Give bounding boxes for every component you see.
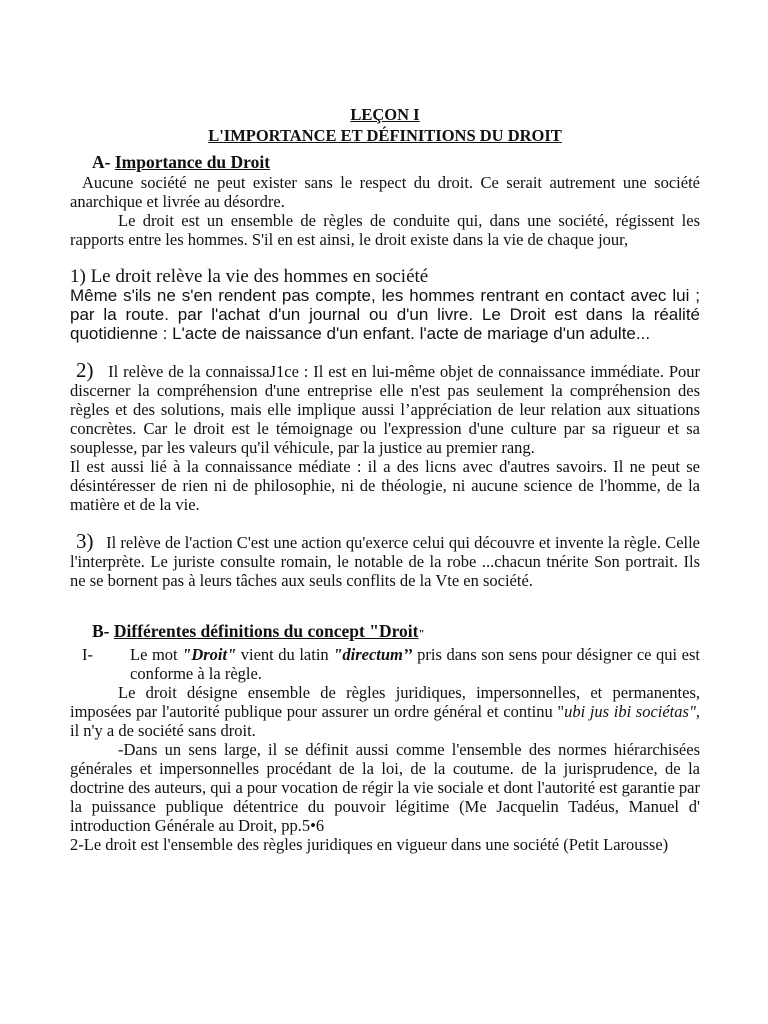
item3-text: Il relève de l'action C'est une action qu'exerce celui qui découvre et invente la règle. Celle l'interprète. Le juriste consulte romain, le notable de la robe ...chacun tnérite Son portrait. Ils ne se bornent pas à leurs tâches aux seuls conflits de la Vte en société.	[70, 533, 701, 590]
section-a-title: Importance du Droit	[114, 152, 271, 172]
definition-i-mid: vient du latin	[236, 645, 334, 664]
section-b-title-tail: "	[418, 628, 425, 640]
paragraph-b1	[70, 683, 700, 740]
definition-i-pre: Le mot	[130, 645, 183, 664]
item2-text: Il relève de la connaissaJ1ce : Il est en lui-même objet de connaissance immédiate. Pour discerner la compréhension d'une entreprise elle n'est pas seulement la compréhension des règles et des solutions, mais elle implique aussi l’appréciation de leur relation aux situations concrètes. Car le droit est le témoignage ou l'expression d'une culture par sa rigueur et sa souplesse, par les valeurs qu'il véhicule, par la justice au premier rang.	[70, 362, 701, 457]
page-title: L'IMPORTANCE ET DÉFINITIONS DU DROIT	[208, 126, 562, 145]
section-a-heading	[70, 151, 700, 173]
paragraph-a1: Aucune société ne peut exister sans le respect du droit. Ce serait autrement une société anarchique et livrée au désordre.	[70, 173, 700, 211]
paragraph-b2: -Dans un sens large, il se définit aussi comme l'ensemble des normes hiérarchisées générales et impersonnelles procédant de la loi, de la coutume. de la jurisprudence, de la doctrine des auteurs, qui a pour vocation de régir la vie sociale et dont l'autorité est garantie par la puissance publique détentrice du pouvoir légitime (Me Jacquelin Tadéus, Manuel d' introduction Générale au Droit, pp.5•6	[70, 740, 700, 835]
section-b-heading	[70, 620, 700, 645]
item2-paragraph	[70, 358, 701, 457]
lesson-number: LEÇON I	[350, 105, 420, 124]
paragraph-b1-pre: Le droit désigne ensemble de règles juridiques, impersonnelles, et permanentes, imposées par l'autorité publique pour assurer un ordre général et continu "	[70, 683, 700, 721]
term-directum: "directum’’	[333, 645, 413, 664]
item3-paragraph	[70, 529, 701, 590]
section-b-title: Différentes définitions du concept "Droit	[113, 621, 419, 641]
section-b-letter: B-	[92, 621, 110, 641]
paragraph-a2: Le droit est un ensemble de règles de conduite qui, dans une société, régissent les rapports entre les hommes. S'il en est ainsi, le droit existe dans la vie de chaque jour,	[70, 211, 700, 249]
item2-number: 2)	[76, 358, 94, 382]
definition-i-post: pris dans son sens pour désigner ce qui est conforme à la règle.	[130, 645, 700, 683]
paragraph-b1-post: , il n'y a de société sans droit.	[70, 702, 700, 740]
definition-i	[70, 645, 700, 683]
term-droit: "Droit"	[182, 645, 237, 664]
latin-maxim: ubi jus ibi sociétas"	[564, 702, 696, 721]
item1-heading: 1) Le droit relève la vie des hommes en société	[70, 266, 429, 287]
paragraph-b3: 2-Le droit est l'ensemble des règles juridiques en vigueur dans une société (Petit Larousse)	[70, 835, 669, 854]
definition-i-text	[130, 645, 700, 683]
item2-text2: Il est aussi lié à la connaissance médiate : il a des licns avec d'autres savoirs. Il ne peut se désintéresser de rien ni de philosophie, ni de théologie, ni aucune science de l'homme, de la matière et de la vie.	[70, 457, 700, 514]
item1-text: Même s'ils ne s'en rendent pas compte, les hommes rentrant en contact avec lui ; par la route. par l'achat d'un journal ou d'un livre. Le Droit est dans la réalité quotidienne : L'acte de naissance d'un enfant. l'acte de mariage d'un adulte...	[70, 286, 700, 343]
document-page	[70, 104, 700, 854]
definition-i-marker: I-	[82, 645, 93, 664]
item3-number: 3)	[76, 529, 94, 553]
section-a-letter: A-	[92, 152, 111, 172]
